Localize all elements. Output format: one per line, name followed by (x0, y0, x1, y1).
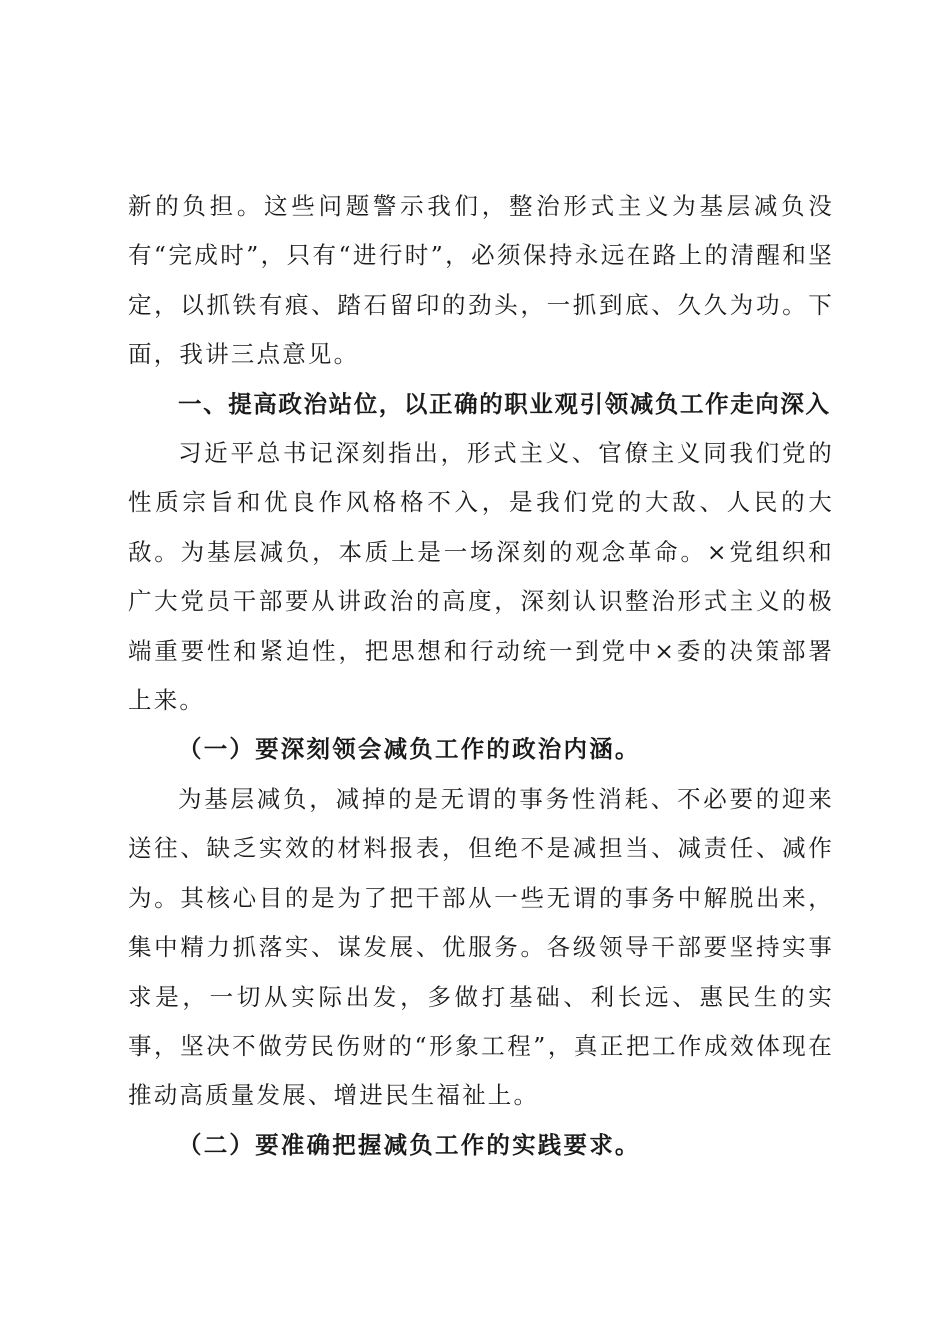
document-body (128, 182, 834, 1170)
subsection-heading-1: （一）要深刻领会减负工作的政治内涵。 (178, 735, 641, 764)
paragraph: 为基层减负，减掉的是无谓的事务性消耗、不必要的迎来送往、缺乏实效的材料报表，但绝不是减担当、减责任、减作为。其核心目的是为了把干部从一些无谓的事务中解脱出来，集中精力抓落实、谋发展、优服务。各级领导干部要坚持实事求是，一切从实际出发，多做打基础、利长远、惠民生的实事，坚决不做劳民伤财的“形象工程”，真正把工作成效体现在推动高质量发展、增进民生福祉上。 (128, 784, 834, 1110)
subsection-heading-2: （二）要准确把握减负工作的实践要求。 (178, 1130, 641, 1159)
section-heading-1: 一、提高政治站位，以正确的职业观引领减负工作走向深入 (178, 389, 831, 418)
paragraph: 习近平总书记深刻指出，形式主义、官僚主义同我们党的性质宗旨和优良作风格格不入，是我们党的大敌、人民的大敌。为基层减负，本质上是一场深刻的观念革命。×党组织和广大党员干部要从讲政治的高度，深刻认识整治形式主义的极端重要性和紧迫性，把思想和行动统一到党中×委的决策部署上来。 (128, 439, 834, 715)
paragraph-continuation: 新的负担。这些问题警示我们，整治形式主义为基层减负没有“完成时”，只有“进行时”，必须保持永远在路上的清醒和坚定，以抓铁有痕、踏石留印的劲头，一抓到底、久久为功。下面，我讲三点意见。 (128, 192, 834, 369)
